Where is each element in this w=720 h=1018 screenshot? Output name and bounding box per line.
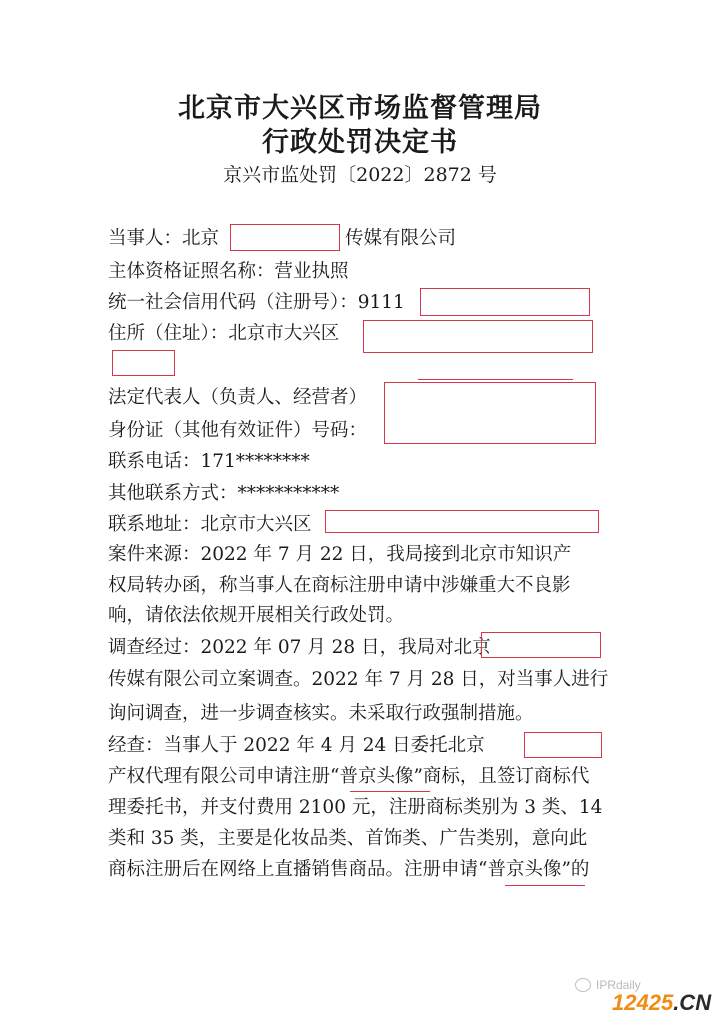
case-source-line2: 权局转办函，称当事人在商标注册申请中涉嫌重大不良影: [108, 575, 571, 596]
redaction-box: [420, 288, 590, 316]
contact-address: 联系地址：北京市大兴区: [108, 514, 312, 535]
redaction-box: [384, 382, 596, 444]
party-name-prefix: 当事人：北京: [108, 228, 220, 249]
redaction-box: [325, 510, 599, 533]
redaction-box: [524, 732, 602, 758]
other-contact: 其他联系方式：***********: [108, 483, 340, 504]
redaction-box: [481, 632, 601, 658]
findings-line4: 类和 35 类，主要是化妆品类、首饰类、广告类别，意向此: [108, 828, 588, 849]
investigation-line3: 询问调查，进一步调查核实。未采取行政强制措施。: [108, 703, 534, 724]
case-source-line1: 案件来源：2022 年 7 月 22 日，我局接到北京市知识产: [108, 544, 572, 565]
redaction-underline: [418, 378, 573, 380]
address: 住所（住址）：北京市大兴区: [108, 323, 340, 344]
findings-line3: 理委托书，并支付费用 2100 元，注册商标类别为 3 类、14: [108, 797, 603, 818]
findings-line1: 经查：当事人于 2022 年 4 月 24 日委托北京: [108, 735, 485, 756]
highlight-underline: [505, 884, 585, 886]
highlight-underline: [350, 790, 430, 792]
license-type: 主体资格证照名称：营业执照: [108, 261, 349, 282]
findings-line5: 商标注册后在网络上直播销售商品。注册申请“普京头像”的: [108, 859, 590, 880]
findings-line2: 产权代理有限公司申请注册“普京头像”商标，且签订商标代: [108, 766, 590, 787]
wechat-icon: [575, 978, 591, 992]
id-number: 身份证（其他有效证件）号码：: [108, 420, 368, 441]
phone: 联系电话：171********: [108, 451, 310, 472]
party-name-suffix: 传媒有限公司: [345, 228, 457, 249]
site-logo: [612, 990, 711, 1016]
doc-number: 京兴市监处罚〔2022〕2872 号: [223, 164, 497, 186]
case-source-line3: 响，请依法依规开展相关行政处罚。: [108, 605, 405, 626]
watermark-account: IPRdaily: [596, 978, 641, 992]
investigation-line2: 传媒有限公司立案调查。2022 年 7 月 28 日，对当事人进行: [108, 669, 609, 690]
redaction-box: [112, 350, 175, 376]
redaction-box: [230, 224, 340, 251]
investigation-line1: 调查经过：2022 年 07 月 28 日，我局对北京: [108, 637, 491, 658]
credit-code: 统一社会信用代码（注册号）：9111: [108, 292, 405, 313]
site-logo-suffix: .CN: [673, 990, 712, 1015]
doc-title-line2: 行政处罚决定书: [262, 127, 458, 158]
site-logo-number: 12425: [612, 990, 674, 1015]
legal-representative: 法定代表人（负责人、经营者）: [108, 387, 368, 408]
doc-title-line1: 北京市大兴区市场监督管理局: [178, 93, 542, 124]
redaction-box: [363, 320, 593, 353]
